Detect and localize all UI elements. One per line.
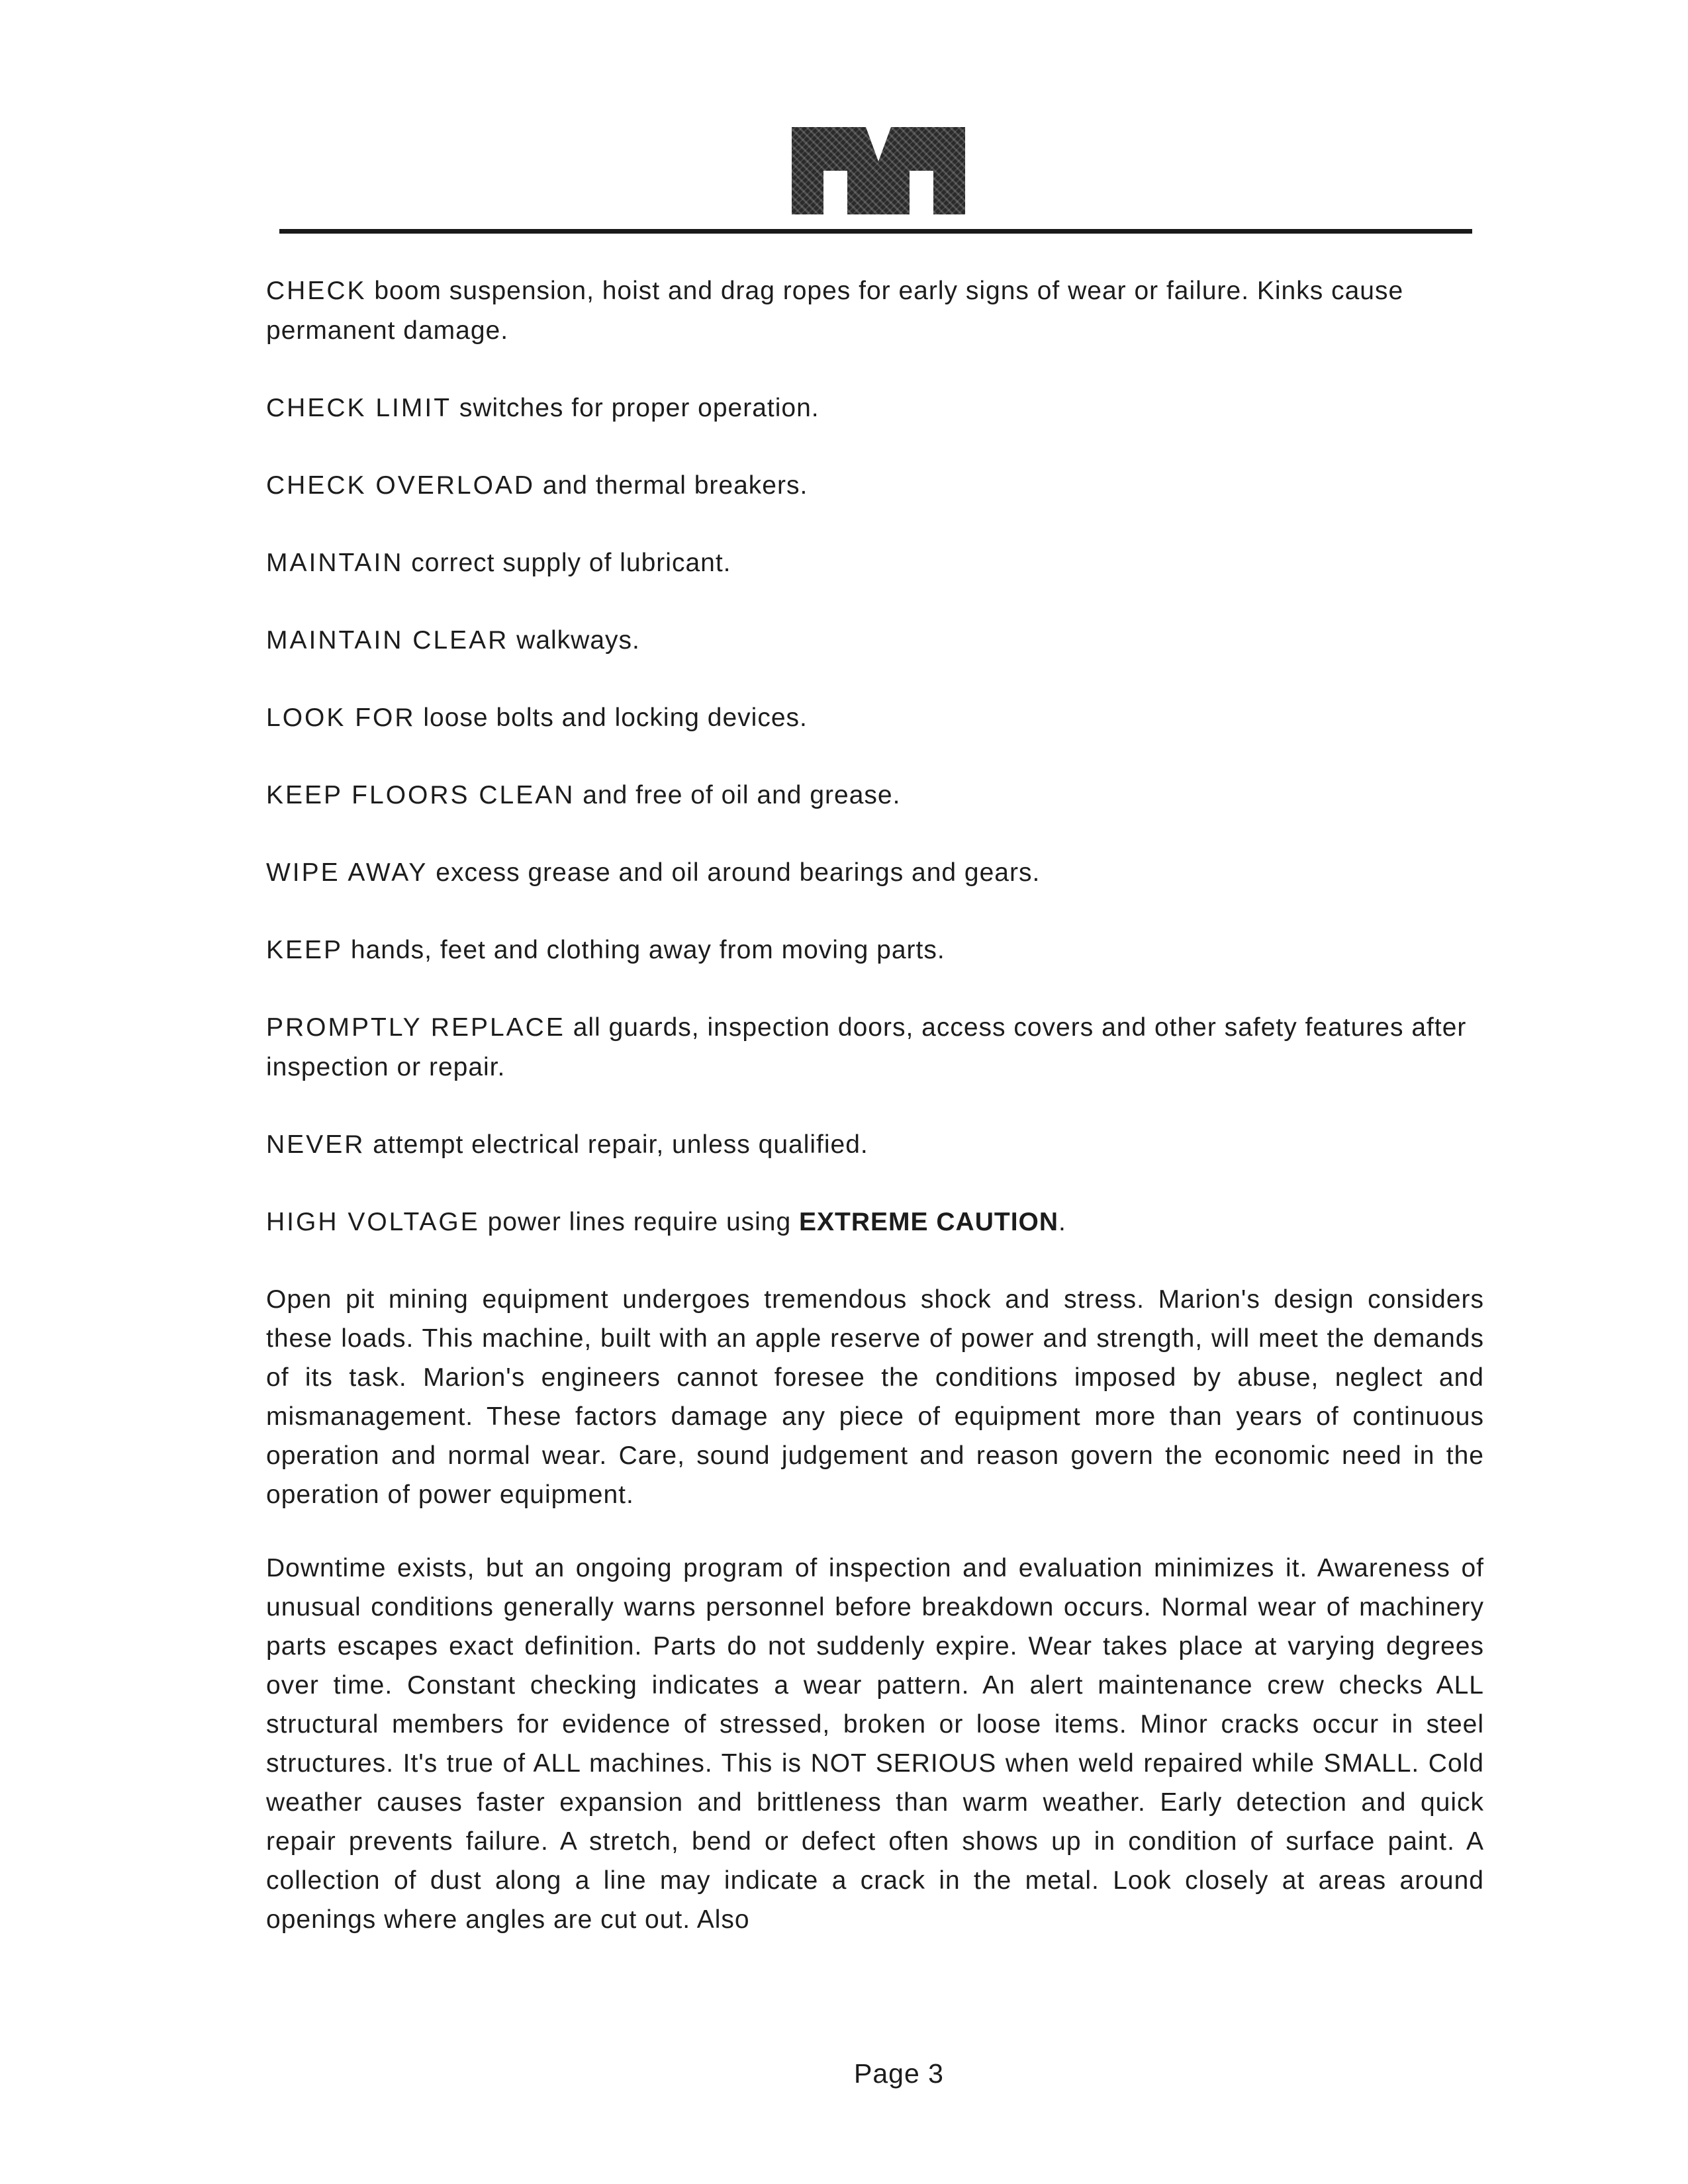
safety-item [266,1125,1484,1165]
logo-cutout [823,171,847,214]
safety-keyword: LOOK FOR [266,704,416,732]
marion-logo [792,127,965,214]
safety-text: all guards, inspection doors, access covers and other safety features after inspection or repair. [266,1013,1467,1081]
safety-text: walkways. [508,626,640,655]
safety-text: switches for proper operation. [451,394,820,422]
safety-text: and thermal breakers. [535,471,808,500]
body-paragraph: Downtime exists, but an ongoing program of inspection and evaluation minimizes it. Awareness of unusual conditions generally warns personnel before breakdown occurs. Normal wear of machinery parts escapes exact definition. Parts do not suddenly expire. Wear takes place at varying degrees over time. Constant checking indicates a wear pattern. An alert maintenance crew checks ALL structural members for evidence of stressed, broken or loose items. Minor cracks occur in steel structures. It's true of ALL machines. This is NOT SERIOUS when weld repaired while SMALL. Cold weather causes faster expansion and brittleness than warm weather. Early detection and quick repair prevents failure. A stretch, bend or defect often shows up in condition of surface paint. A collection of dust along a line may indicate a crack in the metal. Look closely at areas around openings where angles are cut out. Also [266,1554,1484,1934]
safety-item [266,776,1484,815]
safety-text: boom suspension, hoist and drag ropes for early signs of wear or failure. Kinks cause permanent damage. [266,277,1404,345]
safety-keyword: CHECK [266,277,367,305]
body-paragraph: Open pit mining equipment undergoes tremendous shock and stress. Marion's design considers these loads. This machine, built with an apple reserve of power and strength, will meet the demands of its task. Marion's engineers cannot foresee the conditions imposed by abuse, neglect and mismanagement. These factors damage any piece of equipment more than years of continuous operation and normal wear. Care, sound judgement and reason govern the economic need in the operation of power equipment. [266,1285,1484,1509]
safety-item [266,388,1484,428]
page-number: Page 3 [854,2058,944,2089]
safety-keyword: MAINTAIN [266,549,404,577]
safety-item [266,621,1484,660]
safety-text: correct supply of lubricant. [403,549,731,577]
high-voltage-item [266,1203,1484,1242]
logo-cutout [910,171,933,214]
safety-keyword: KEEP [266,936,344,964]
safety-text: and free of oil and grease. [575,781,901,809]
safety-text: attempt electrical repair, unless qualified. [365,1130,868,1159]
safety-text: hands, feet and clothing away from moving parts. [343,936,945,964]
logo-cutout [866,127,891,161]
safety-item [266,853,1484,893]
safety-keyword: KEEP FLOORS CLEAN [266,781,575,809]
safety-item [266,543,1484,583]
page-content [266,271,1484,1974]
safety-keyword: WIPE AWAY [266,858,428,887]
header-rule [279,229,1472,234]
safety-text: excess grease and oil around bearings and gears. [428,858,1041,887]
safety-item [266,1008,1484,1087]
sentence-end: . [1058,1208,1066,1236]
safety-keyword: CHECK OVERLOAD [266,471,536,500]
safety-item [266,271,1484,351]
safety-keyword: HIGH VOLTAGE [266,1208,480,1236]
safety-item [266,698,1484,738]
safety-item [266,931,1484,970]
extreme-caution-emphasis: EXTREME CAUTION [799,1208,1059,1236]
safety-keyword: NEVER [266,1130,365,1159]
safety-keyword: PROMPTLY REPLACE [266,1013,565,1042]
safety-keyword: MAINTAIN CLEAR [266,626,509,655]
safety-text: power lines require using [479,1208,800,1236]
safety-item [266,466,1484,506]
safety-keyword: CHECK LIMIT [266,394,452,422]
safety-text: loose bolts and locking devices. [415,704,808,732]
